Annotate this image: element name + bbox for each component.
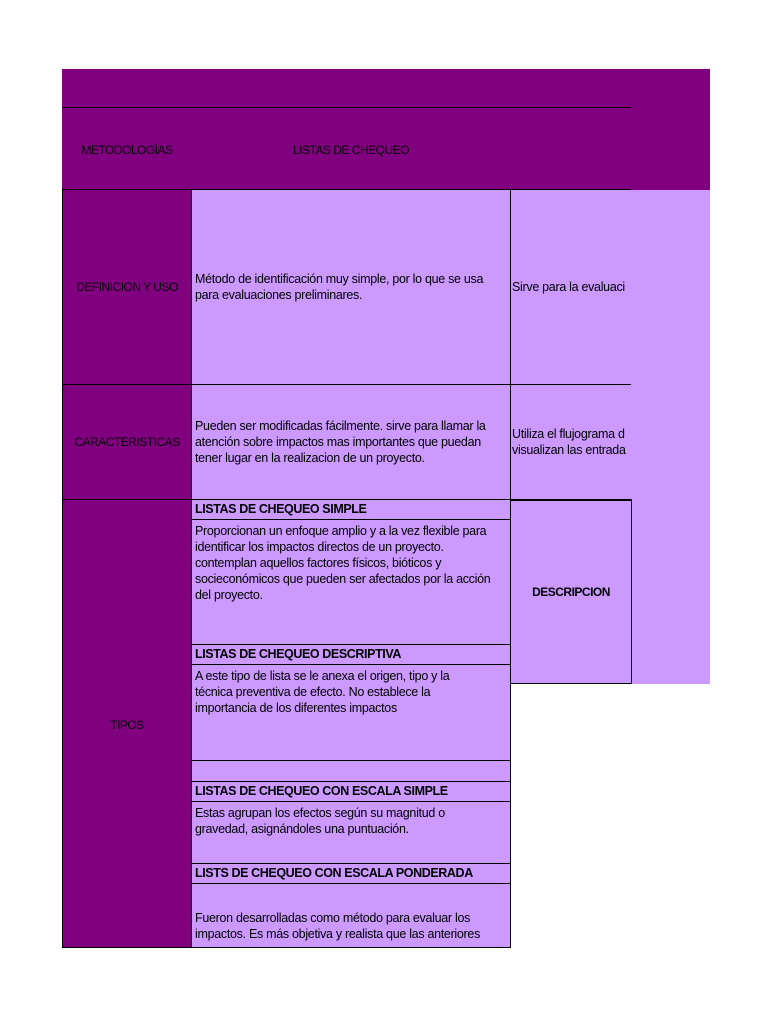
type-text-simple: Proporcionan un enfoque amplio y a la vez flexible para identificar los impactos directos de un proyecto. contemplan aquellos factores físicos, bióticos y socieconómicos que pueden ser afectados por la acción del proyecto.: [195, 524, 491, 602]
header-checklists: LISTAS DE CHEQUEO: [293, 143, 409, 157]
characteristics-right-line2: visualizan las entrada: [512, 443, 626, 457]
header-bottom-line: [62, 189, 631, 190]
row-label-characteristics: CARACTERISTICAS: [74, 435, 180, 449]
characteristics-right-line1: Utiliza el flujograma d: [512, 427, 625, 441]
header-methodologies: METODOLOGÍAS: [81, 143, 173, 157]
type-text-simple-scale: Estas agrupan los efectos según su magnitud o gravedad, asignándoles una puntuación.: [195, 806, 445, 836]
definition-bottom-line: [62, 384, 631, 385]
type2-spacer-line: [192, 760, 510, 761]
left-dark-column: [62, 190, 192, 948]
row-label-types: TIPOS: [110, 718, 144, 732]
header-divider-line: [62, 107, 631, 108]
row-label-definition: DEFINICION Y USO: [76, 280, 178, 294]
type-text-weighted-scale: Fueron desarrolladas como método para evaluar los impactos. Es más objetiva y realista que las anteriores: [195, 911, 481, 941]
type4-title-bottom-line: [192, 883, 510, 884]
description-label: DESCRIPCION: [532, 585, 610, 599]
left-column-divider: [191, 189, 192, 948]
type2-title-bottom-line: [192, 664, 510, 665]
definition-right-text: Sirve para la evaluaci: [512, 280, 625, 294]
left-edge-line: [62, 189, 63, 948]
definition-text: Método de identificación muy simple, por lo que se usa para evaluaciones preliminares.: [195, 272, 484, 302]
type1-title-bottom-line: [192, 519, 510, 520]
type-title-simple: LISTAS DE CHEQUEO SIMPLE: [195, 502, 367, 516]
top-band: [62, 69, 710, 190]
type3-title-bottom-line: [192, 801, 510, 802]
middle-column-divider: [510, 189, 511, 948]
table-bottom-line: [62, 947, 511, 948]
right-light-column: [631, 190, 710, 684]
characteristics-text: Pueden ser modificadas fácilmente. sirve para llamar la atención sobre impactos mas importantes que puedan tener lugar en la realizacion de un proyecto.: [195, 419, 486, 465]
type-title-weighted-scale: LISTS DE CHEQUEO CON ESCALA PONDERADA: [195, 866, 473, 880]
type-text-descriptive: A este tipo de lista se le anexa el origen, tipo y la técnica preventiva de efecto. No establece la importancia de los diferentes impactos: [195, 669, 450, 715]
type-title-descriptive: LISTAS DE CHEQUEO DESCRIPTIVA: [195, 647, 402, 661]
type-title-simple-scale: LISTAS DE CHEQUEO CON ESCALA SIMPLE: [195, 784, 448, 798]
